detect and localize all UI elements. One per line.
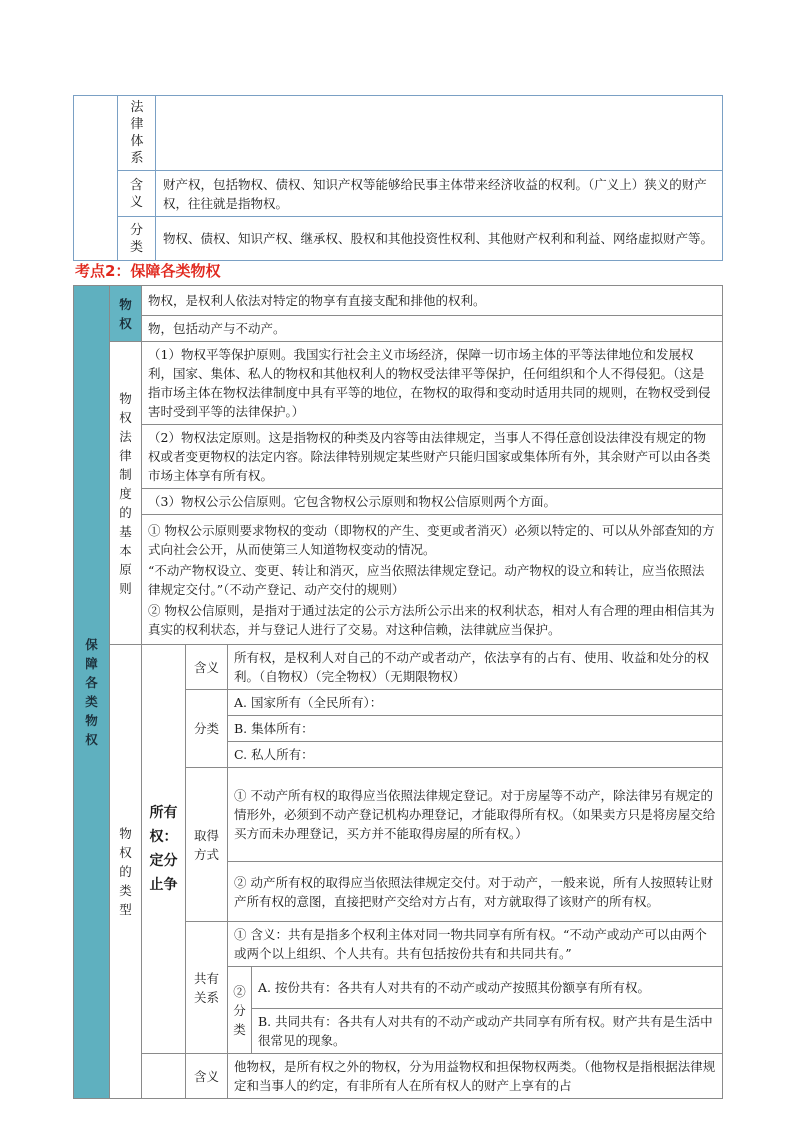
wuquan-label: 物权 (110, 286, 142, 342)
ownership-meaning: 所有权，是权利人对自己的不动产或者动产，依法享有的占有、使用、收益和处分的权利。（自物权）（完全物权）（无期限物权） (228, 645, 723, 690)
principles-label: 物权法律制度的基本原则 (110, 342, 142, 645)
co-ownership-label: 共有关系 (186, 922, 228, 1054)
table-row (74, 286, 723, 316)
wuquan-definition: 物权，是权利人依法对特定的物享有直接支配和排他的权利。 (142, 286, 723, 316)
credibility-principle: ② 物权公信原则，是指对于通过法定的公示方法所公示出来的权利状态，相对人有合理的理由相信其为真实的权利状态，并与登记人进行了交易。对这种信赖，法律就应当保护。 (148, 602, 715, 637)
principle-3-details (142, 515, 723, 645)
row-label-meaning: 含义 (118, 171, 156, 217)
table-row (74, 217, 723, 261)
acquire-label: 取得方式 (186, 768, 228, 922)
co-category-a: A. 按份共有：各共有人对共有的不动产或动产按照其份额享有所有权。 (252, 967, 723, 1009)
table-row (74, 96, 723, 171)
vertical-title: 保障各类物权 (74, 286, 110, 1099)
other-meaning: 他物权，是所有权之外的物权，分为用益物权和担保物权两类。（他物权是指根据法律规定和当事人的约定，有非所有人在所有权人的财产上享有的占 (228, 1054, 723, 1099)
category-content: 物权、债权、知识产权、继承权、股权和其他投资性权利、其他财产权利和利益、网络虚拟财产等。 (156, 217, 723, 261)
category-b: B. 集体所有： (228, 716, 723, 742)
category-c: C. 私人所有： (228, 742, 723, 768)
meaning-content: 财产权，包括物权、债权、知识产权等能够给民事主体带来经济收益的权利。（广义上）狭义的财产权，往往就是指物权。 (156, 171, 723, 217)
empty-cell (74, 96, 118, 261)
co-ownership-meaning: ① 含义：共有是指多个权利主体对同一物共同享有所有权。“不动产或动产可以由两个或两个以上组织、个人共有。共有包括按份共有和共同共有。” (228, 922, 723, 967)
row-label-law-system: 法律体系 (118, 96, 156, 171)
principle-2: （2）物权法定原则。这是指物权的种类及内容等由法律规定，当事人不得任意创设法律没有规定的物权或者变更物权的法定内容。除法律特别规定某些财产只能归国家或集体所有外，其余财产可以由各类市场主体享有所有权。 (142, 425, 723, 489)
publicity-principle: ① 物权公示原则要求物权的变动（即物权的产生、变更或者消灭）必须以特定的、可以从外部查知的方式向社会公开，从而使第三人知道物权变动的情况。 (148, 522, 715, 557)
ownership-meaning-label: 含义 (186, 645, 228, 690)
acquire-1: ① 不动产所有权的取得应当依照法律规定登记。对于房屋等不动产，除法律另有规定的情形外，必须到不动产登记机构办理登记，才能取得所有权。（如果卖方只是将房屋交给买方而未办理登记，买方并不能取得房屋的所有权。） (228, 768, 723, 862)
category-a: A. 国家所有（全民所有）： (228, 690, 723, 716)
other-meaning-label: 含义 (186, 1054, 228, 1099)
table-row (74, 645, 723, 690)
types-label: 物权的类型 (110, 645, 142, 1099)
co-category-b: B. 共同共有：各共有人对共有的不动产或动产共同享有所有权。财产共有是生活中很常见的现象。 (252, 1009, 723, 1054)
row-label-category: 分类 (118, 217, 156, 261)
ownership-category-label: 分类 (186, 690, 228, 768)
table-row (74, 1054, 723, 1099)
wuquan-objects: 物，包括动产与不动产。 (142, 316, 723, 342)
property-right-table (73, 95, 723, 261)
table-row (74, 515, 723, 645)
principle-1: （1）物权平等保护原则。我国实行社会主义市场经济，保障一切市场主体的平等法律地位和发展权利，国家、集体、私人的物权和其他权利人的物权受法律平等保护，任何组织和个人不得侵犯。（这是指市场主体在物权法律制度中具有平等的地位，在物权的取得和变动时适用共同的规则，在物权受到侵害时受到平等的法律保护。） (142, 342, 723, 425)
co-category-label: ②分类 (228, 967, 252, 1054)
other-right-label-cell (142, 1054, 186, 1099)
principle-3: （3）物权公示公信原则。它包含物权公示原则和物权公信原则两个方面。 (142, 489, 723, 515)
law-system-content (156, 96, 723, 171)
ownership-label: 所有权：定分止争 (142, 645, 186, 1054)
publicity-quote: “不动产物权设立、变更、转让和消灭，应当依照法律规定登记。动产物权的设立和转让，应当依照法律规定交付。”（不动产登记、动产交付的规则） (148, 562, 705, 597)
acquire-2: ② 动产所有权的取得应当依照法律规定交付。对于动产，一般来说，所有人按照转让财产所有权的意图，直接把财产交给对方占有，对方就取得了该财产的所有权。 (228, 862, 723, 922)
section-heading: 考点2：保障各类物权 (75, 262, 221, 280)
table-row (74, 489, 723, 515)
table-row (74, 171, 723, 217)
table-row (74, 425, 723, 489)
table-row (74, 342, 723, 425)
property-protection-table (73, 285, 723, 1099)
table-row (74, 316, 723, 342)
